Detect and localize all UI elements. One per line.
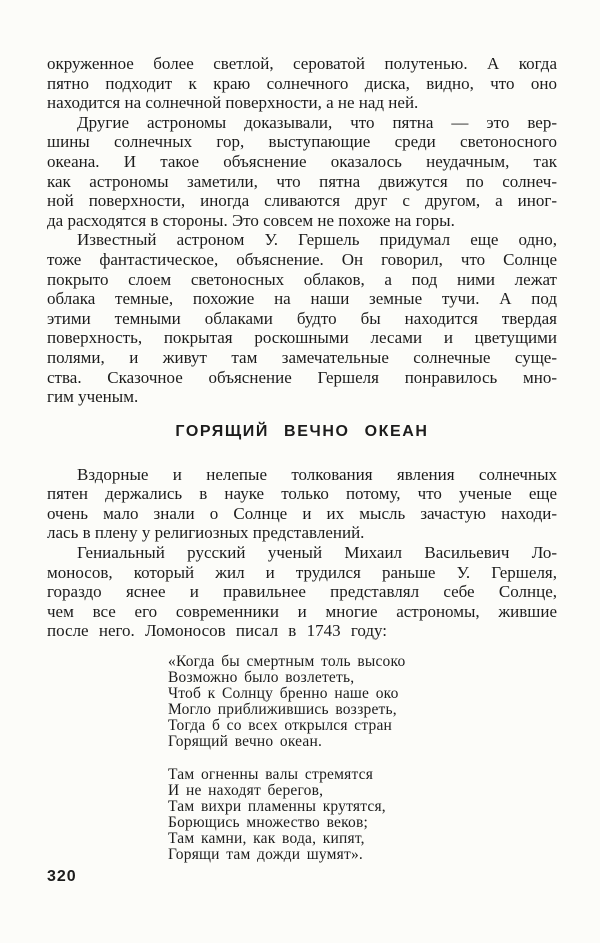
verse-line: И не находят берегов, [168, 782, 324, 800]
paragraph [47, 543, 557, 641]
page-number: 320 [47, 868, 77, 885]
text-line: окруженное более светлой, сероватой полутенью. А когда [47, 54, 557, 73]
text-line: ства. Сказочное объяснение Гершеля понравилось мно- [47, 367, 557, 387]
text-line: пятно подходит к краю солнечного диска, видно, что оно [47, 73, 557, 93]
text-line: шины солнечных гор, выступающие среди светоносного [47, 132, 557, 152]
text-line: облака темные, похожие на наши земные тучи. А под [47, 289, 557, 309]
text-line: Вздорные и нелепые толкования явления солнечных [77, 464, 557, 484]
verse-line: Там вихри пламенны крутятся, [168, 798, 386, 816]
text-line: поверхность, покрытая роскошными лесами и цветущими [47, 328, 557, 348]
text-line: покрыто слоем светоносных облаков, а под ними лежат [47, 269, 557, 289]
text-line: лась в плену у религиозных представлений. [47, 523, 365, 543]
verse-line: Горящий вечно океан. [168, 733, 323, 751]
verse-line: Там огненны валы стремятся [168, 766, 374, 784]
verse-stanza [168, 767, 557, 863]
text-line: после него. Ломоносов писал в 1743 году: [47, 621, 388, 641]
verse-line: «Когда бы смертным толь высоко [168, 653, 406, 671]
text-line: ной поверхности, иногда сливаются друг с другом, а иног- [47, 191, 557, 211]
paragraph [47, 465, 557, 543]
text-line: тоже фантастическое, объяснение. Он говорил, что Солнце [47, 249, 557, 269]
verse-line: Тогда б со всех открылся стран [168, 717, 393, 735]
verse-line: Возможно было возлететь, [168, 669, 355, 687]
text-column [47, 54, 557, 863]
text-line: гораздо яснее и правильнее представлял себе Солнце, [47, 582, 557, 602]
text-line: Другие астрономы доказывали, что пятна — это вер- [77, 112, 557, 132]
verse-stanza [168, 654, 557, 750]
text-line: находится на солнечной поверхности, а не над ней. [47, 93, 419, 113]
text-line: этими темными облаками будто бы находится твердая [47, 308, 557, 328]
text-line: Известный астроном У. Гершель придумал еще одно, [77, 230, 557, 250]
text-line: чем все его современники и многие астрономы, жившие [47, 601, 557, 621]
verse-line: Горящи там дожди шумят». [168, 846, 363, 864]
verse-line: Могло приближившись воззреть, [168, 701, 397, 719]
paragraph [47, 54, 557, 113]
text-line: полями, и живут там замечательные солнечные суще- [47, 347, 557, 367]
text-line: да расходятся в стороны. Это совсем не похоже на горы. [47, 210, 455, 230]
text-line: моносов, который жил и трудился раньше У. Гершеля, [47, 562, 557, 582]
verse-line: Там камни, как вода, кипят, [168, 830, 365, 848]
section-heading: ГОРЯЩИЙ ВЕЧНО ОКЕАН [175, 422, 429, 440]
paragraph [47, 113, 557, 231]
verse-line: Борющись множество веков; [168, 814, 368, 832]
text-line: океана. И такое объяснение оказалось неудачным, так [47, 151, 557, 171]
text-line: гим ученым. [47, 387, 139, 407]
verse-line: Чтоб к Солнцу бренно наше око [168, 685, 399, 703]
text-line: как астрономы заметили, что пятна движутся по солнеч- [47, 171, 557, 191]
text-line: пятен держались в науке только потому, что ученые еще [47, 484, 557, 504]
paragraph [47, 230, 557, 406]
text-line: Гениальный русский ученый Михаил Васильевич Ло- [77, 543, 557, 563]
text-line: очень мало знали о Солнце и их мысль зачастую находи- [47, 503, 557, 523]
